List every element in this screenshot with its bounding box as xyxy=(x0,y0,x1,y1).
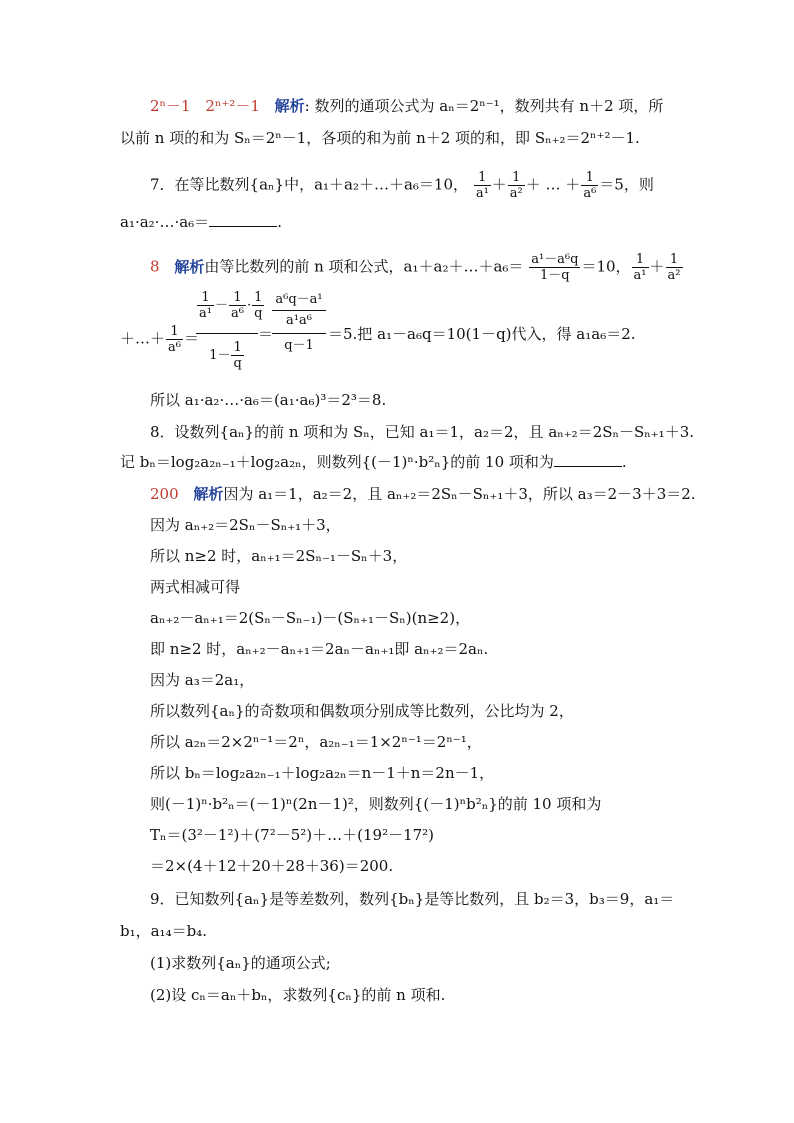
q6-solution-text-1: : 数列的通项公式为 aₙ＝2ⁿ⁻¹，数列共有 n＋2 项，所 xyxy=(304,97,664,115)
q7-solution-label: 解析 xyxy=(174,257,205,276)
q7-compound-bar xyxy=(196,333,258,334)
q8-solution-line-0: 因为 a₁＝1，a₂＝2，且 aₙ₊₂＝2Sₙ－Sₙ₊₁＋3，所以 a₃＝2－3＋3＝2. xyxy=(223,485,696,503)
q7-cn-3-den: q xyxy=(254,306,263,321)
q9-part-2: (2)设 cₙ＝aₙ＋bₙ，求数列{cₙ}的前 n 项和. xyxy=(150,986,446,1004)
q8-question-line1: 8．设数列{aₙ}的前 n 项和为 Sₙ，已知 a₁＝1，a₂＝2，且 aₙ₊₂＝2Sₙ－Sₙ₊₁＋3. xyxy=(150,423,695,441)
q7-f2-den: a² xyxy=(509,186,523,201)
q8-question-line2 xyxy=(120,452,627,472)
q8-answer-blank xyxy=(554,452,622,467)
q7-recip-fraction-6 xyxy=(166,324,183,355)
q7-rf-top: a⁶q－a¹ xyxy=(275,292,323,307)
q7-answer-line1 xyxy=(150,252,684,283)
q8-solution-line-8: 所以 a₂ₙ＝2×2ⁿ⁻¹＝2ⁿ，a₂ₙ₋₁＝1×2ⁿ⁻¹＝2ⁿ⁻¹， xyxy=(150,733,482,751)
q7-g1-den: a¹ xyxy=(633,268,647,283)
q7-g-plus: ＋ xyxy=(649,257,665,276)
q7-rf-mid: a¹a⁶ xyxy=(286,313,312,328)
q7-text-a: 7．在等比数列{aₙ}中，a₁＋a₂＋…＋a₆＝10， xyxy=(150,175,469,194)
q7-cn-3-num: 1 xyxy=(252,290,264,306)
q7-solution-text-1: 由等比数列的前 n 项和公式，a₁＋a₂＋…＋a₆＝ xyxy=(204,257,524,276)
q7-question-line2 xyxy=(120,212,282,232)
q7-recip-fraction-1 xyxy=(632,252,649,283)
q7-cn-dot: · xyxy=(246,298,252,313)
q8-end: . xyxy=(621,453,627,471)
q8-solution-line-7: 所以数列{aₙ}的奇数项和偶数项分别成等比数列，公比均为 2， xyxy=(150,702,574,720)
q7-g2-den: a² xyxy=(667,268,681,283)
q7-g1-num: 1 xyxy=(632,252,649,268)
q7-g2-num: 1 xyxy=(666,252,683,268)
q7-rf-bot-wrap xyxy=(272,338,326,354)
q7-cn-2-num: 1 xyxy=(229,290,246,306)
q8-solution-line-9: 所以 bₙ＝log₂a₂ₙ₋₁＋log₂a₂ₙ＝n－1＋n＝2n－1， xyxy=(150,764,495,782)
q7-solution-text-2: ＝5.把 a₁－a₆q＝10(1－q)代入，得 a₁a₆＝2. xyxy=(328,325,636,343)
q8-answer-value: 200 xyxy=(150,485,179,503)
q7-solution-text-3: 所以 a₁·a₂·…·a₆＝(a₁·a₆)³＝2³＝8. xyxy=(150,391,387,409)
q6-answer-value-2: 2ⁿ⁺²－1 xyxy=(205,97,260,115)
q8-solution-line-4: aₙ₊₂－aₙ₊₁＝2(Sₙ－Sₙ₋₁)－(Sₙ₊₁－Sₙ)(n≥2)， xyxy=(150,609,471,627)
q9-question-line1: 9．已知数列{aₙ}是等差数列，数列{bₙ}是等比数列，且 b₂＝3，b₃＝9，a₁＝ xyxy=(150,890,675,908)
q9-part-1: (1)求数列{aₙ}的通项公式; xyxy=(150,954,331,972)
q7-cd-text: 1－ xyxy=(209,348,231,363)
q6-solution-label: 解析 xyxy=(274,97,305,115)
q7-dots: ＋ … ＋ xyxy=(525,175,581,194)
q7-f1-den: a¹ xyxy=(475,186,489,201)
q7-answer-line2-start xyxy=(120,324,199,355)
q7-sum-den: 1－q xyxy=(540,268,570,283)
q7-cn-minus: － xyxy=(214,298,228,313)
q7-cd-num: 1 xyxy=(231,340,243,356)
q7-f3-den: a⁶ xyxy=(583,186,597,201)
q7-rf-bar-1 xyxy=(272,310,326,311)
q7-f2-num: 1 xyxy=(508,170,525,186)
q7-cn-frac-1 xyxy=(197,290,214,321)
q7-f3-num: 1 xyxy=(581,170,598,186)
q8-solution-line-3: 两式相减可得 xyxy=(150,578,241,596)
q9-question-line2: b₁，a₁₄＝b₄. xyxy=(120,922,207,940)
q7-cn-frac-2 xyxy=(229,290,246,321)
q7-compound-numerator xyxy=(196,290,263,321)
q7-cn-frac-3 xyxy=(252,290,264,321)
q7-solution-mid: ＝10， xyxy=(581,257,631,276)
q7-sum-fraction xyxy=(529,252,580,283)
q8-answer-line1 xyxy=(150,484,696,504)
q7-rf-bar-2 xyxy=(272,333,326,334)
q7-answer-value: 8 xyxy=(150,257,160,276)
q7-cd-den: q xyxy=(233,356,242,371)
q8-solution-label: 解析 xyxy=(193,485,224,503)
q8-solution-line-2: 所以 n≥2 时，aₙ₊₁＝2Sₙ₋₁－Sₙ＋3， xyxy=(150,547,408,565)
q8-question-text: 记 bₙ＝log₂a₂ₙ₋₁＋log₂a₂ₙ，则数列{(－1)ⁿ·b²ₙ}的前 10 项和为 xyxy=(120,453,554,471)
q7-h-num: 1 xyxy=(166,324,183,340)
q8-solution-line-10: 则(－1)ⁿ·b²ₙ＝(－1)ⁿ(2n－1)²，则数列{(－1)ⁿb²ₙ}的前 10 项和为 xyxy=(150,795,602,813)
q7-cn-1-den: a¹ xyxy=(199,306,212,321)
q7-recip-fraction-2 xyxy=(666,252,683,283)
q7-h-den: a⁶ xyxy=(168,340,181,355)
q7-answer-blank xyxy=(209,212,277,227)
q7-eq-1: ＝ xyxy=(183,329,199,348)
q7-cn-2-den: a⁶ xyxy=(230,306,244,321)
q7-f1-num: 1 xyxy=(474,170,491,186)
q7-fraction-2 xyxy=(508,170,525,201)
q7-right-fraction xyxy=(272,292,326,308)
q7-text-b: ＝5，则 xyxy=(599,175,654,194)
q7-rf-bot: q－1 xyxy=(284,338,314,353)
q7-eq-2: ＝ xyxy=(258,325,274,343)
q7-line2-start: ＋…＋ xyxy=(120,329,166,348)
q6-answer-line1 xyxy=(150,96,663,116)
q8-solution-line-1: 因为 aₙ₊₂＝2Sₙ－Sₙ₊₁＋3， xyxy=(150,516,341,534)
q8-solution-line-5: 即 n≥2 时，aₙ₊₂－aₙ₊₁＝2aₙ－aₙ₊₁即 aₙ₊₂＝2aₙ. xyxy=(150,640,489,658)
q7-product: a₁·a₂·…·a₆＝ xyxy=(120,213,210,231)
q8-solution-line-11: Tₙ＝(3²－1²)＋(7²－5²)＋…＋(19²－17²) xyxy=(150,826,435,844)
q7-question-line1 xyxy=(150,170,654,201)
q7-plus: ＋ xyxy=(491,175,507,194)
q8-solution-line-12: ＝2×(4＋12＋20＋28＋36)＝200. xyxy=(150,857,394,875)
q6-answer-value-1: 2ⁿ－1 xyxy=(150,97,191,115)
q8-solution-line-6: 因为 a₃＝2a₁， xyxy=(150,671,255,689)
q7-fraction-3 xyxy=(581,170,598,201)
q7-cn-1-num: 1 xyxy=(197,290,214,306)
q6-solution-text-2: 以前 n 项的和为 Sₙ＝2ⁿ－1，各项的和为前 n＋2 项的和，即 Sₙ₊₂＝2ⁿ⁺²－1. xyxy=(120,129,640,147)
q7-fraction-1 xyxy=(474,170,491,201)
q7-cd-frac xyxy=(231,340,243,371)
q7-compound-denominator xyxy=(196,340,258,371)
q7-rf-mid-wrap xyxy=(272,313,326,329)
q7-sum-num: a¹－a⁶q xyxy=(531,252,579,267)
q7-end: . xyxy=(277,213,282,231)
